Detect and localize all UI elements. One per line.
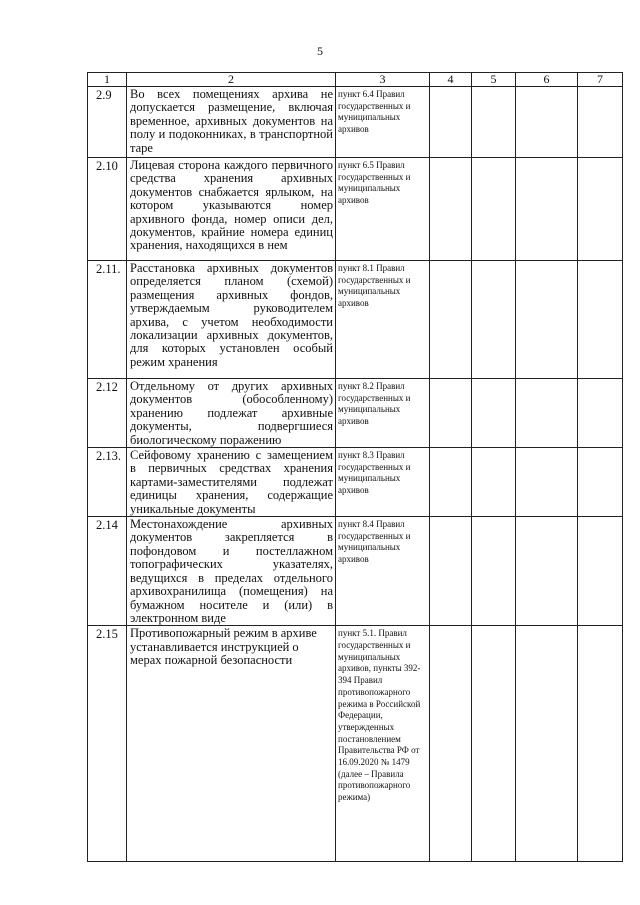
column-header: 2 <box>127 73 336 87</box>
requirement-text: Лицевая сторона каждого первичного средства хранения архивных документов снабжается ярлыком, на котором указываются номер архивного фонда, номер описи дел, документов, крайние номера единиц хранения, находящихся в нем <box>127 158 336 261</box>
empty-cell <box>516 448 578 517</box>
empty-cell <box>578 87 623 158</box>
legal-source: пункт 6.5 Правил государственных и муниципальных архивов <box>336 158 430 261</box>
legal-source: пункт 8.1 Правил государственных и муниципальных архивов <box>336 261 430 379</box>
row-number: 2.14 <box>88 517 127 626</box>
requirement-text: Противопожарный режим в архиве устанавливается инструкцией о мерах пожарной безопасности <box>127 626 336 862</box>
empty-cell <box>472 626 516 862</box>
empty-cell <box>578 158 623 261</box>
table-row <box>88 626 623 862</box>
empty-cell <box>578 261 623 379</box>
column-header: 6 <box>516 73 578 87</box>
empty-cell <box>516 379 578 448</box>
empty-cell <box>472 517 516 626</box>
empty-cell <box>472 158 516 261</box>
checklist-table <box>87 72 623 862</box>
empty-cell <box>472 261 516 379</box>
column-header: 1 <box>88 73 127 87</box>
requirement-text: Во всех помещениях архива не допускается размещение, включая временное, архивных документов на полу и подоконниках, в транспортной таре <box>127 87 336 158</box>
empty-cell <box>578 626 623 862</box>
requirement-text: Сейфовому хранению с замещением в первичных средствах хранения картами-заместителями подлежат единицы хранения, содержащие уникальные документы <box>127 448 336 517</box>
table-header-row <box>88 73 623 87</box>
table-row <box>88 517 623 626</box>
empty-cell <box>516 517 578 626</box>
empty-cell <box>472 448 516 517</box>
column-header: 5 <box>472 73 516 87</box>
table-row <box>88 448 623 517</box>
table-row <box>88 87 623 158</box>
empty-cell <box>578 379 623 448</box>
requirement-text: Местонахождение архивных документов закрепляется в пофондовом и постеллажном топографических указателях, ведущихся в пределах отдельного архивохранилища (помещения) на бумажном носителе и (или) в электронном виде <box>127 517 336 626</box>
empty-cell <box>516 261 578 379</box>
empty-cell <box>472 87 516 158</box>
page-number: 5 <box>317 44 323 58</box>
empty-cell <box>516 158 578 261</box>
column-header: 3 <box>336 73 430 87</box>
empty-cell <box>578 448 623 517</box>
empty-cell <box>430 261 472 379</box>
table-row <box>88 379 623 448</box>
legal-source: пункт 6.4 Правил государственных и муниципальных архивов <box>336 87 430 158</box>
table-row <box>88 158 623 261</box>
empty-cell <box>578 517 623 626</box>
empty-cell <box>516 626 578 862</box>
empty-cell <box>430 158 472 261</box>
table-row <box>88 261 623 379</box>
empty-cell <box>430 379 472 448</box>
row-number: 2.15 <box>88 626 127 862</box>
legal-source: пункт 8.3 Правил государственных и муниципальных архивов <box>336 448 430 517</box>
empty-cell <box>516 87 578 158</box>
column-header: 4 <box>430 73 472 87</box>
empty-cell <box>430 448 472 517</box>
empty-cell <box>430 87 472 158</box>
requirement-text: Отдельному от других архивных документов (обособленному) хранению подлежат архивные документы, подвергшиеся биологическому поражению <box>127 379 336 448</box>
legal-source: пункт 8.2 Правил государственных и муниципальных архивов <box>336 379 430 448</box>
column-header: 7 <box>578 73 623 87</box>
row-number: 2.12 <box>88 379 127 448</box>
empty-cell <box>430 517 472 626</box>
empty-cell <box>472 379 516 448</box>
row-number: 2.13. <box>88 448 127 517</box>
legal-source: пункт 5.1. Правил государственных и муниципальных архивов, пункты 392-394 Правил противопожарного режима в Российской Федерации, утвержденных постановлением Правительства РФ от 16.09.2020 № 1479 (далее – Правила противопожарного режима) <box>336 626 430 862</box>
requirement-text: Расстановка архивных документов определяется планом (схемой) размещения архивных фондов, утверждаемым руководителем архива, с учетом необходимости локализации архивных документов, для которых установлен особый режим хранения <box>127 261 336 379</box>
legal-source: пункт 8.4 Правил государственных и муниципальных архивов <box>336 517 430 626</box>
row-number: 2.10 <box>88 158 127 261</box>
row-number: 2.11. <box>88 261 127 379</box>
empty-cell <box>430 626 472 862</box>
row-number: 2.9 <box>88 87 127 158</box>
